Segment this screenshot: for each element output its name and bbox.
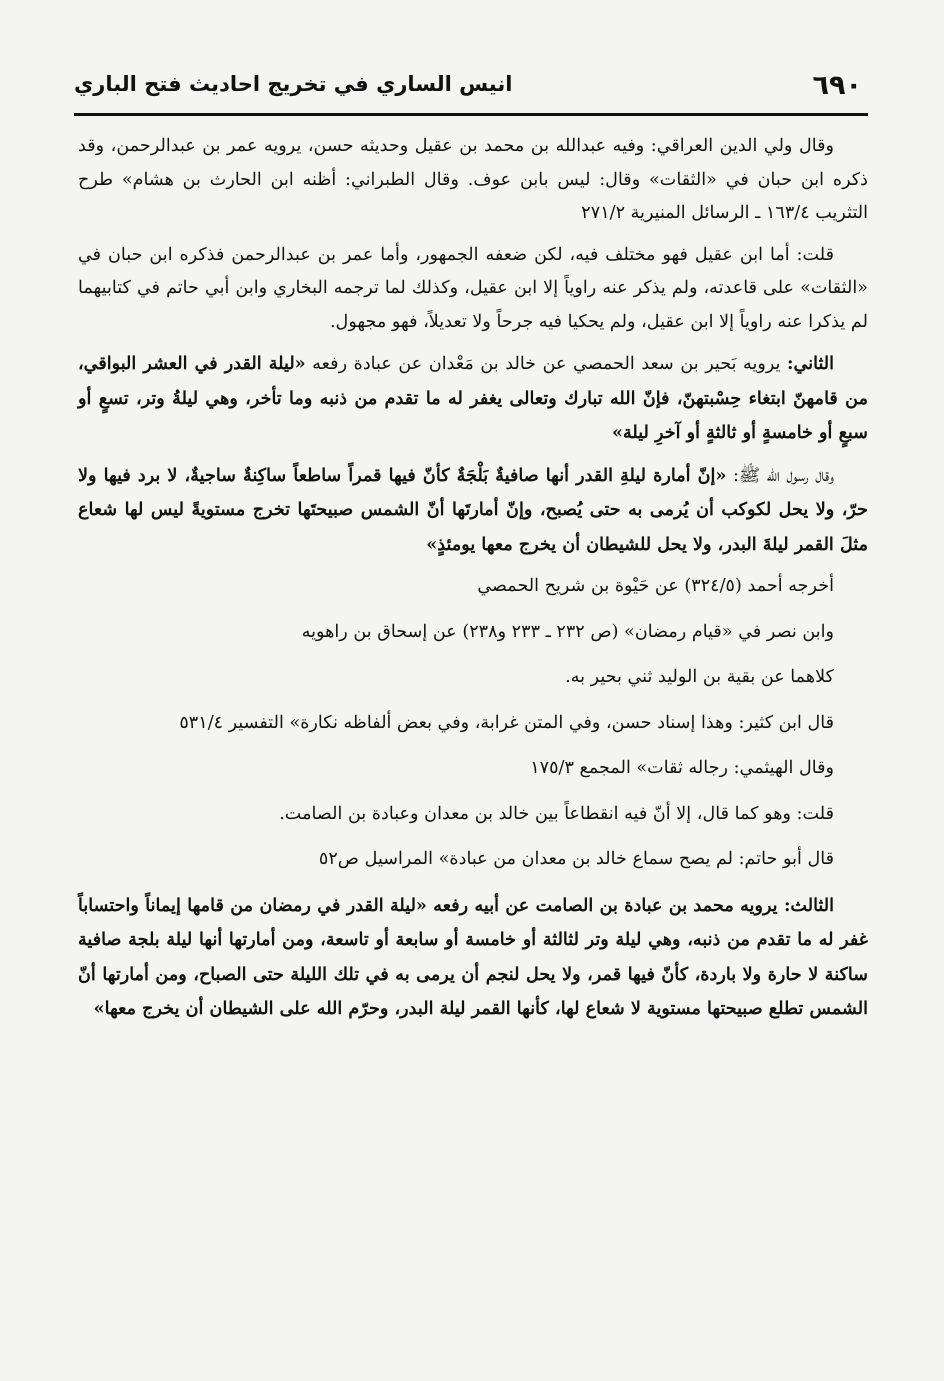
- hadith-three-intro: يرويه محمد بن عبادة بن الصامت عن أبيه رفعه: [426, 894, 784, 916]
- header-rule: [74, 113, 868, 116]
- takhrij-ahmad: أخرجه أحمد (٣٢٤/٥) عن حَيْوة بن شريح الحمصي: [477, 576, 834, 596]
- hadith-two-cont-text: «إنّ أمارة ليلةِ القدر أنها صافيةٌ بَلْجَةٌ كأنّ فيها قمراً ساطعاً ساكِنةٌ ساجيةٌ، لا برد فيها ولا حرّ، ولا يحل لكوكب أن يُرمى به حتى يُصبح، وإنّ أمارتَها أنّ الشمس صبيحتَها تخرج مستويةً ليس لها شعاع مثلَ القمر ليلةَ البدر، ولا يحل للشيطان أن يخرج معها يومئذٍ»: [78, 464, 868, 555]
- takhrij-ibn-nasr: وابن نصر في «قيام رمضان» (ص ٢٣٢ ـ ٢٣٣ و٢٣٨) عن إسحاق بن راهويه: [301, 621, 834, 642]
- takhrij-ibn-kathir: قال ابن كثير: وهذا إسناد حسن، وفي المتن غرابة، وفي بعض ألفاظه نكارة» التفسير ٥٣١/٤: [179, 712, 834, 733]
- takhrij-qultu-inqita: قلت: وهو كما قال، إلا أنّ فيه انقطاعاً بين خالد بن معدان وعبادة بن الصامت.: [279, 803, 834, 824]
- hadith-two-lead: الثاني:: [787, 353, 835, 374]
- page-header: [74, 68, 868, 116]
- takhrij-baqiyya: كلاهما عن بقية بن الوليد ثني بحير به.: [565, 667, 834, 687]
- paragraph-iraqi: وقال ولي الدين العراقي: وفيه عبدالله بن محمد بن عقيل وحديثه حسن، يرويه عمر بن عبدالرحمن، وقد ذكره ابن حبان في «الثقات» وقال: ليس بابن عوف. وقال الطبراني: أظنه ابن الحارث بن هشام» طرح التثريب ١٦٣/٤ ـ الرسائل المنيرية ٢٧١/٢: [78, 136, 868, 223]
- hadith-three-lead: الثالث:: [783, 894, 834, 916]
- hadith-three-text: «ليلة القدر في رمضان من قامها إيماناً واحتساباً غفر له ما تقدم من ذنبه، وهي ليلة وتر لثالثة أو خامسة أو سابعة أو تاسعة، ومن أمارتها أنها ليلة بلجة صافية ساكنة لا حارة ولا باردة، كأنّ فيها قمر، ولا يحل لنجم أن يرمى به في تلك الليلة حتى الصباح، ومن أمارتها أنّ الشمس تطلع صبيحتها مستوية لا شعاع لها، كأنها القمر ليلة البدر، وحرّم الله على الشيطان أن يخرج معها»: [78, 894, 868, 1019]
- takhrij-abu-hatim: قال أبو حاتم: لم يصح سماع خالد بن معدان من عبادة» المراسيل ص٥٢: [318, 849, 834, 869]
- hadith-two-text: «ليلة القدر في العشر البواقي، من قامهنّ ابتغاء حِسْبتهنّ، فإنّ الله تبارك وتعالى يغفر له ما تقدم من ذنبه وما تأخر، وهي ليلةُ وتر، تسعٍ أو سبعٍ أو خامسةٍ أو ثالثةٍ أو آخرِ ليلة»: [78, 353, 868, 443]
- hadith-two: [78, 347, 868, 451]
- page-number: ٦٩٠: [812, 70, 862, 101]
- takhrij-haythami: وقال الهيثمي: رجاله ثقات» المجمع ١٧٥/٣: [530, 758, 834, 778]
- hadith-two-cont-intro: وقال رسول الله ﷺ:: [726, 465, 834, 486]
- paragraph-qultu-ibn-aqil: قلت: أما ابن عقيل فهو مختلف فيه، لكن ضعفه الجمهور، وأما عمر بن عبدالرحمن فذكره ابن حبان في «الثقات» على قاعدته، ولم يذكر عنه راوياً إلا ابن عقيل، وكذلك لما ترجمه البخاري وابن أبي حاتم في كتابيهما لم يذكرا عنه راوياً إلا ابن عقيل، ولم يحكيا فيه جرحاً ولا تعديلاً، فهو مجهول.: [78, 244, 868, 332]
- running-title: انيس الساري في تخريج احاديث فتح الباري: [74, 72, 513, 96]
- hadith-three: [78, 889, 868, 1027]
- hadith-two-intro: يرويه بَحير بن سعد الحمصي عن خالد بن مَعْدان عن عبادة رفعه: [305, 354, 788, 374]
- hadith-two-continuation: [78, 459, 868, 563]
- page-body: [78, 130, 868, 1035]
